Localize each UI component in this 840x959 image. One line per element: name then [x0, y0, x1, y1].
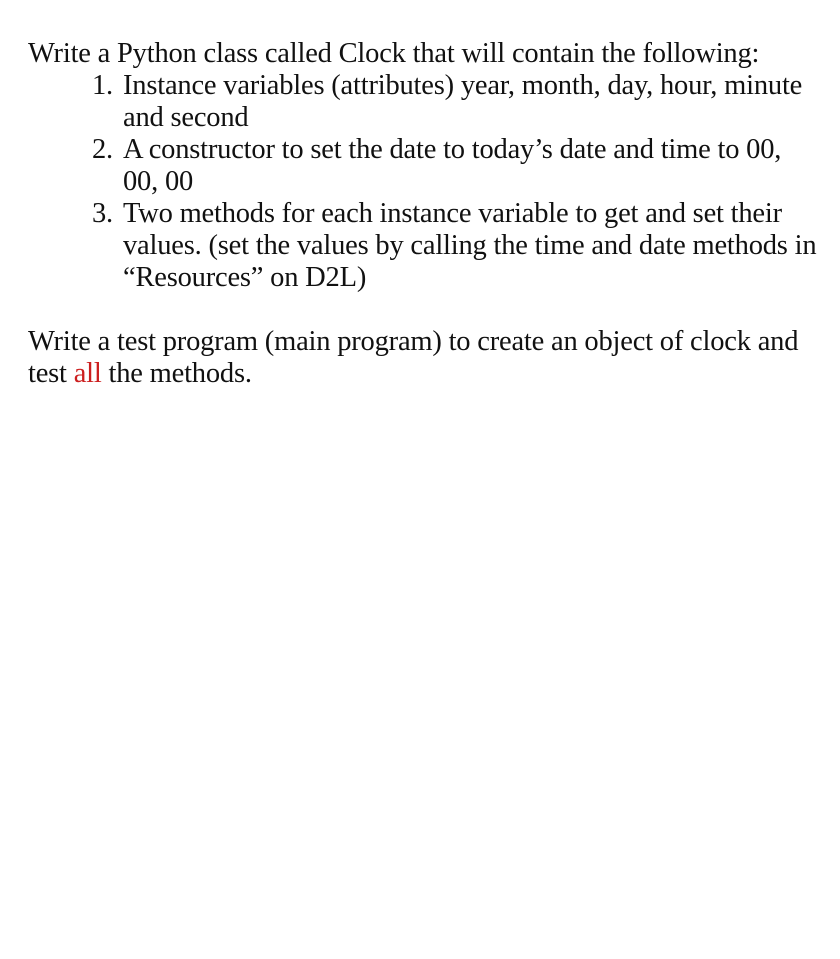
list-item	[28, 70, 818, 134]
list-item-text: Instance variables (attributes) year, month, day, hour, minute and second	[123, 70, 803, 133]
list-item-number: 2.	[92, 134, 113, 165]
list-item-number: 1.	[92, 70, 113, 101]
assignment-document	[28, 38, 818, 390]
closing-text-end: the methods.	[101, 358, 252, 389]
list-item-text: A constructor to set the date to today’s date and time to 00, 00, 00	[123, 134, 782, 197]
closing-paragraph	[28, 326, 818, 390]
list-item	[28, 134, 818, 198]
requirements-list	[28, 70, 818, 294]
highlighted-word: all	[73, 358, 102, 389]
list-item-text: Two methods for each instance variable to get and set their values. (set the values by calling the time and date methods in “Resources” on D2L)	[123, 198, 817, 293]
intro-paragraph: Write a Python class called Clock that will contain the following:	[28, 38, 760, 69]
closing-text-start: Write a test program (main program) to create an object of clock and test	[28, 326, 799, 389]
list-item-number: 3.	[92, 198, 113, 229]
list-item	[28, 198, 818, 294]
